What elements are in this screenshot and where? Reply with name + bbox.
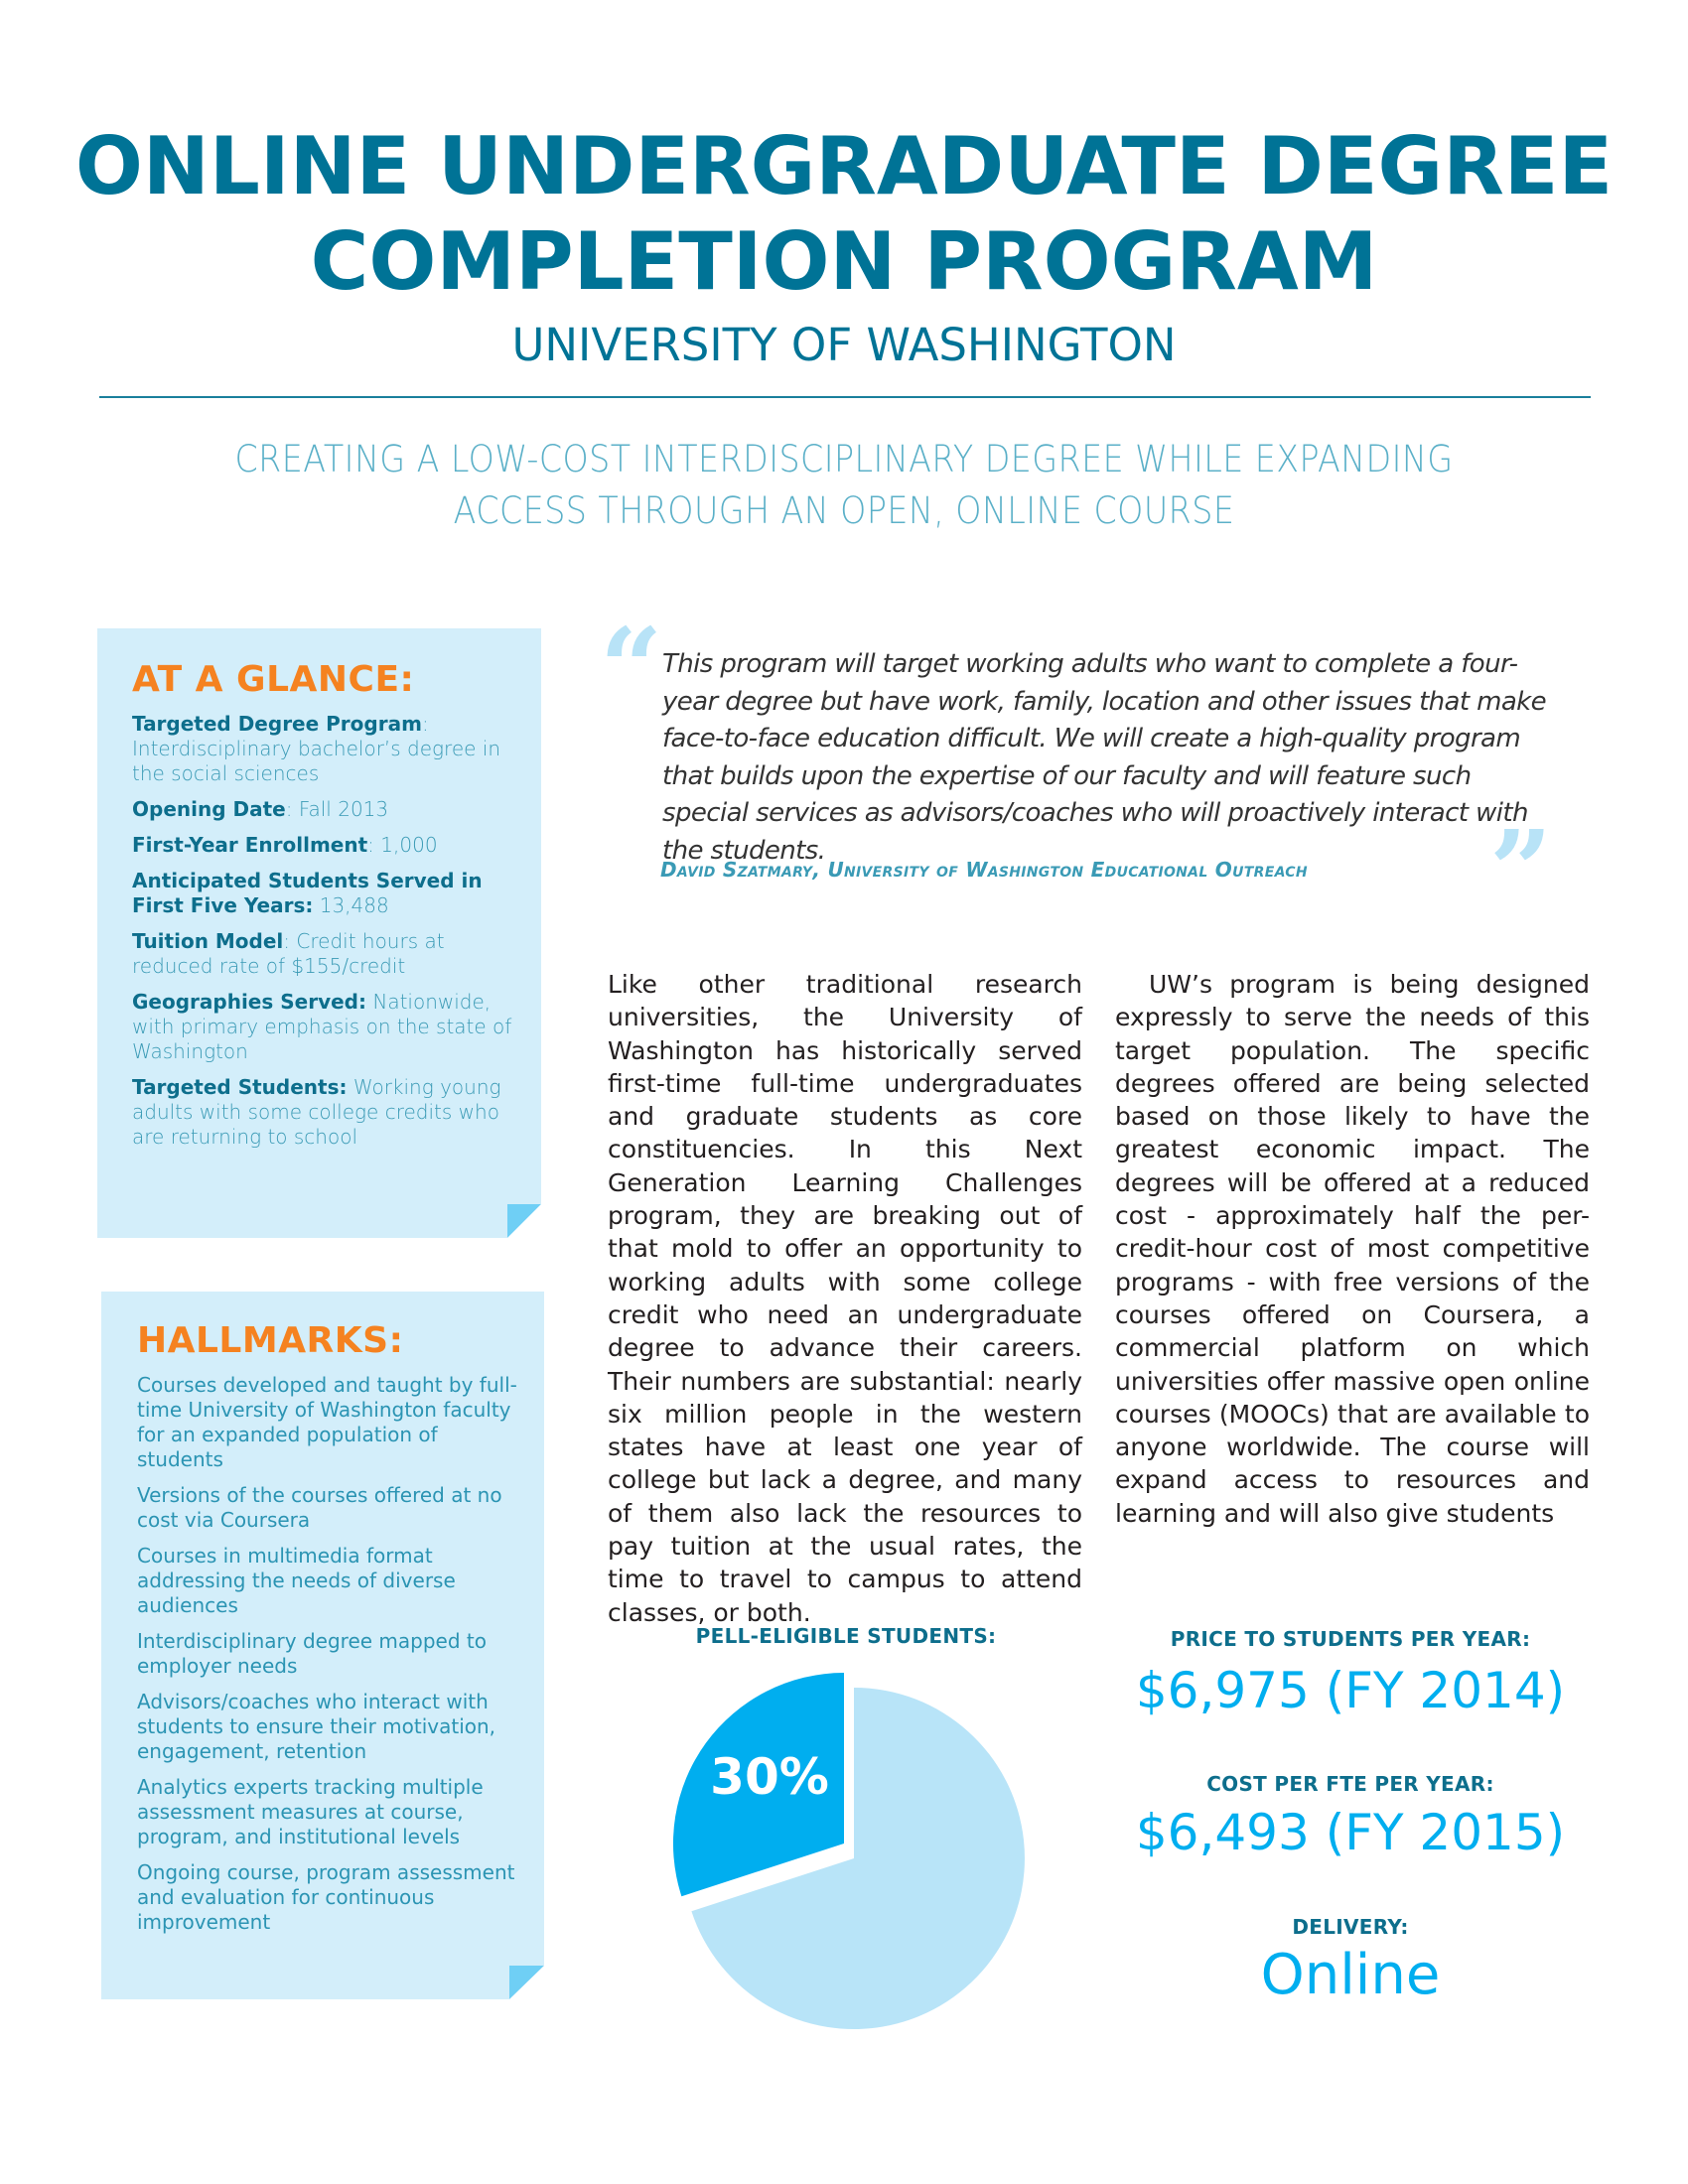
glance-value: Working young adults with some college credits who are returning to school bbox=[132, 1075, 501, 1149]
hallmark-item: Interdisciplinary degree mapped to employer needs bbox=[137, 1629, 487, 1678]
glance-item-degree-program: Targeted Degree Program: Interdisciplinary bachelor’s degree in the social sciences bbox=[132, 712, 501, 785]
glance-label: Tuition Model bbox=[132, 929, 284, 953]
pell-eligible-label: PELL-ELIGIBLE STUDENTS: bbox=[695, 1624, 997, 1648]
hallmark-item: Courses developed and taught by full-time University of Washington faculty for an expanded population of students bbox=[137, 1373, 517, 1471]
glance-item-targeted-students bbox=[132, 1075, 529, 1150]
pull-quote-text: This program will target working adults who want to complete a four-year degree but have work, family, location and other issues that make face-to-face education difficult. We will create a high-quality program that builds upon the expertise of our faculty and will feature such special services as advisors/coaches who will proactively interact with the students. bbox=[662, 649, 1547, 866]
glance-value: 1,000 bbox=[380, 833, 438, 857]
body-column-2 bbox=[1115, 968, 1590, 1530]
glance-label: First-Year Enrollment bbox=[132, 833, 368, 857]
glance-value: Credit hours at reduced rate of $155/credit bbox=[132, 929, 445, 978]
pull-quote-attribution: David Szatmary, University of Washington Educational Outreach bbox=[660, 858, 1308, 882]
tagline-line-2: ACCESS THROUGH AN OPEN, ONLINE COURSE bbox=[453, 489, 1235, 532]
hallmarks-heading: HALLMARKS: bbox=[137, 1320, 404, 1361]
glance-item-enrollment: First-Year Enrollment: 1,000 bbox=[132, 833, 438, 857]
page-fold-corner-icon bbox=[509, 1966, 544, 1999]
body-paragraph-2: UW’s program is being designed expressly to serve the needs of this target population. The specific degrees offered are being selected based on those likely to have the greatest economic impact. The degrees will be offered at a reduced cost - approximately half the per-credit-hour cost of most competitive programs - with free versions of the courses offered on Coursera, a commercial platform on which universities offer massive open online courses (MOOCs) that are available to anyone worldwide. The course will expand access to resources and learning and will also give students bbox=[1115, 970, 1590, 1528]
hallmarks-list bbox=[137, 1373, 529, 1935]
body-paragraph-1: Like other traditional research universities, the University of Washington has historically served first-time full-time undergraduates and graduate students as core constituencies. In this Next Generation Learning Challenges program, they are breaking out of that mold to offer an opportunity to working adults with some college credit who need an undergraduate degree to advance their careers. Their numbers are substantial: nearly six million people in the western states have at least one year of college but lack a degree, and many of them also lack the resources to pay tuition at the usual rates, the time to travel to campus to attend classes, or both. bbox=[608, 970, 1082, 1627]
hallmark-item: Courses in multimedia format addressing the needs of diverse audiences bbox=[137, 1544, 456, 1617]
glance-item-students-served bbox=[132, 869, 529, 918]
tagline-line-1: CREATING A LOW-COST INTERDISCIPLINARY DEGREE WHILE EXPANDING bbox=[234, 438, 1454, 480]
glance-value: 13,488 bbox=[319, 893, 389, 917]
page-title-line-1: ONLINE UNDERGRADUATE DEGREE bbox=[74, 120, 1614, 212]
glance-label: Targeted Students: bbox=[132, 1075, 348, 1099]
price-value: $6,975 (FY 2014) bbox=[1135, 1662, 1566, 1719]
delivery-label: DELIVERY: bbox=[1292, 1915, 1409, 1939]
hallmarks-panel bbox=[101, 1292, 544, 1999]
glance-label: Anticipated Students Served in First Five Years: bbox=[132, 869, 483, 917]
glance-label: Targeted Degree Program bbox=[132, 712, 422, 736]
institution-name: UNIVERSITY OF WASHINGTON bbox=[511, 319, 1177, 371]
glance-value: Interdisciplinary bachelor’s degree in the social sciences bbox=[132, 737, 501, 785]
cost-label: COST PER FTE PER YEAR: bbox=[1206, 1772, 1494, 1796]
delivery-value: Online bbox=[1260, 1943, 1441, 2007]
price-label: PRICE TO STUDENTS PER YEAR: bbox=[1170, 1627, 1531, 1651]
glance-value: Fall 2013 bbox=[298, 797, 389, 821]
hallmark-item: Advisors/coaches who interact with students to ensure their motivation, engagement, retention bbox=[137, 1690, 496, 1763]
page-fold-corner-icon bbox=[507, 1204, 541, 1238]
hallmark-item: Ongoing course, program assessment and evaluation for continuous improvement bbox=[137, 1860, 515, 1934]
body-column-1 bbox=[608, 968, 1082, 1629]
pie-percent-label: 30% bbox=[710, 1748, 829, 1806]
at-a-glance-heading: AT A GLANCE: bbox=[132, 659, 415, 700]
hallmark-item: Analytics experts tracking multiple assessment measures at course, program, and institutional levels bbox=[137, 1775, 484, 1848]
glance-item-geographies bbox=[132, 990, 529, 1064]
hallmark-item: Versions of the courses offered at no cost via Coursera bbox=[137, 1483, 502, 1532]
open-quote-icon: “ bbox=[600, 604, 663, 732]
glance-value: Nationwide, with primary emphasis on the state of Washington bbox=[132, 990, 512, 1063]
glance-label: Geographies Served: bbox=[132, 990, 366, 1014]
glance-item-opening-date: Opening Date: Fall 2013 bbox=[132, 797, 389, 821]
at-a-glance-list bbox=[132, 712, 529, 1150]
cost-value: $6,493 (FY 2015) bbox=[1135, 1804, 1566, 1861]
page-title-line-2: COMPLETION PROGRAM bbox=[310, 215, 1378, 308]
close-quote-icon: ” bbox=[1489, 806, 1553, 934]
glance-item-tuition-model: Tuition Model: Credit hours at reduced rate of $155/credit bbox=[132, 929, 445, 978]
pell-eligible-pie-chart bbox=[655, 1668, 1053, 2065]
header-divider bbox=[99, 396, 1591, 398]
at-a-glance-panel bbox=[97, 628, 541, 1238]
glance-label: Opening Date bbox=[132, 797, 286, 821]
